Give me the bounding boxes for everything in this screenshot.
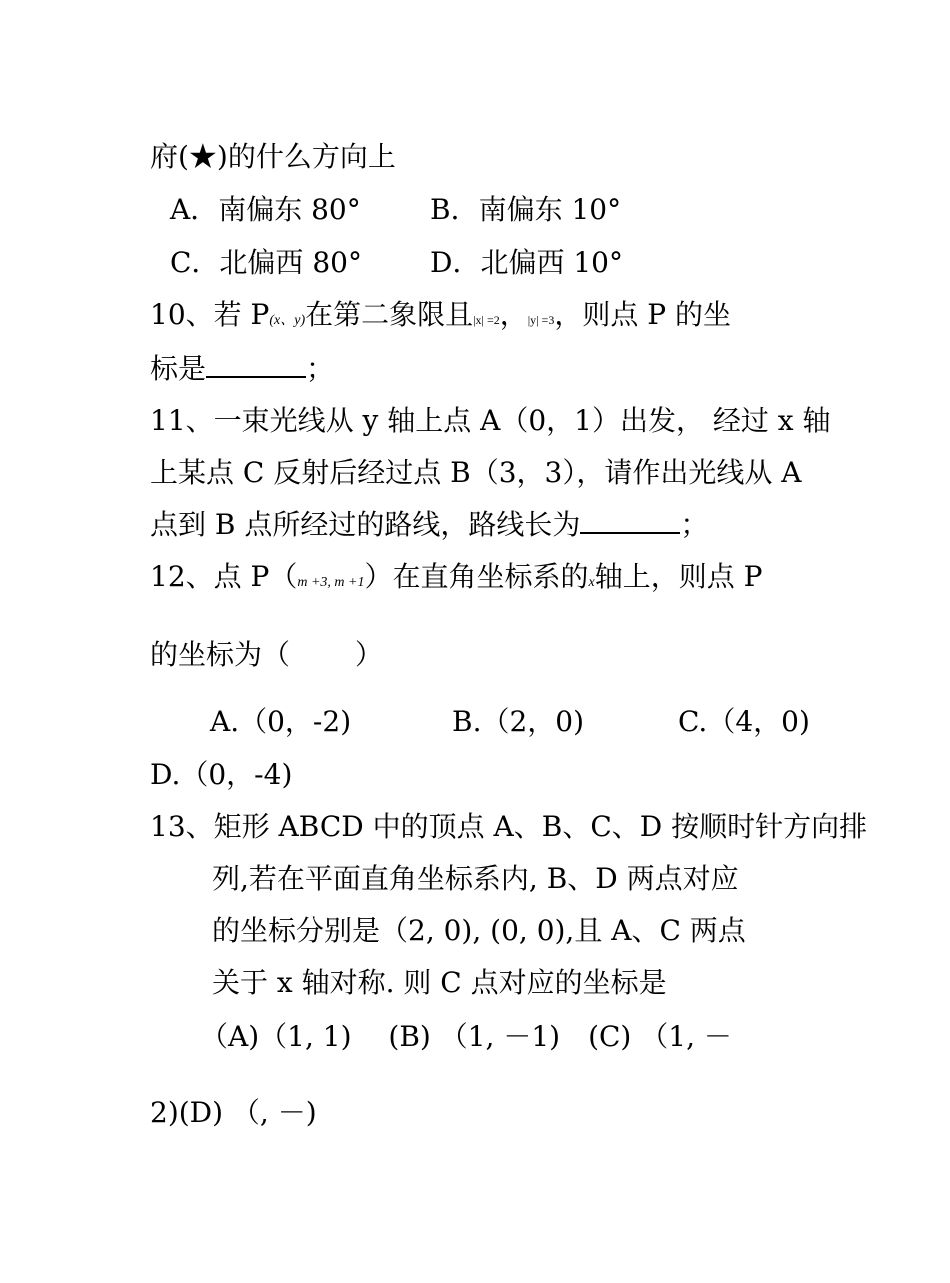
q13-line3: 的坐标分别是（2, 0), (0, 0),且 A、C 两点: [212, 914, 746, 947]
answer-blank[interactable]: [206, 352, 306, 378]
q12-line1: [150, 560, 762, 600]
q12-line2: 的坐标为（ ）: [150, 638, 383, 671]
q12-prefix: 12、点 P（: [150, 560, 298, 593]
q10-prefix: 10、若 P: [150, 298, 270, 331]
q11-line1: 11、一束光线从 y 轴上点 A（0，1）出发， 经过 x 轴: [150, 404, 831, 437]
q10-mid: 在第二象限且: [305, 298, 474, 331]
q9-option-a: A．南偏东 80°: [170, 193, 361, 226]
q13-line1: 13、矩形 ABCD 中的顶点 A、B、C、D 按顺时针方向排: [150, 810, 868, 843]
q12-option-a: A.（0，-2): [210, 705, 352, 738]
q13-options-line: （A)（1, 1) (B) （1, －1) (C) （1, －: [200, 1020, 732, 1053]
q10-cond2: |y| =3: [527, 313, 555, 327]
q10-line1: [150, 298, 731, 338]
q12-option-d: D.（0，-4): [150, 758, 293, 791]
q11-line2: 上某点 C 反射后经过点 B（3，3），请作出光线从 A: [150, 456, 802, 489]
q13-line4: 关于 x 轴对称. 则 C 点对应的坐标是: [212, 966, 667, 999]
q10-suffix: ，则点 P 的坐: [554, 298, 731, 331]
q12-coords: m +3, m +1: [297, 575, 365, 590]
q9-option-b: B．南偏东 10°: [430, 193, 622, 226]
q10-cond1: |x| =2: [473, 313, 500, 327]
q12-option-c: C.（4，0): [678, 705, 810, 738]
q10-line2: [150, 352, 334, 386]
q9-continuation: 府(★)的什么方向上: [150, 140, 396, 173]
q10-line2-text: 标是: [150, 352, 207, 385]
q11-line3: [150, 508, 708, 542]
q12-mid: ）在直角坐标系的: [364, 560, 589, 593]
q13-options-line2: 2)(D) （, －): [150, 1096, 317, 1129]
q12-suffix: 轴上，则点 P: [594, 560, 763, 593]
q11-end: ；: [680, 508, 709, 541]
q11-line3-text: 点到 B 点所经过的路线，路线长为: [150, 508, 581, 541]
q12-axis: x: [588, 575, 595, 590]
q10-comma: ，: [499, 298, 528, 331]
q10-end: ；: [306, 352, 335, 385]
q13-line2: 列,若在平面直角坐标系内, B、D 两点对应: [212, 862, 739, 895]
answer-blank[interactable]: [580, 508, 680, 534]
q9-option-d: D．北偏西 10°: [430, 246, 623, 279]
q12-option-b: B.（2，0): [452, 705, 585, 738]
q10-point: (x、y): [269, 313, 306, 328]
q9-option-c: C．北偏西 80°: [170, 246, 362, 279]
